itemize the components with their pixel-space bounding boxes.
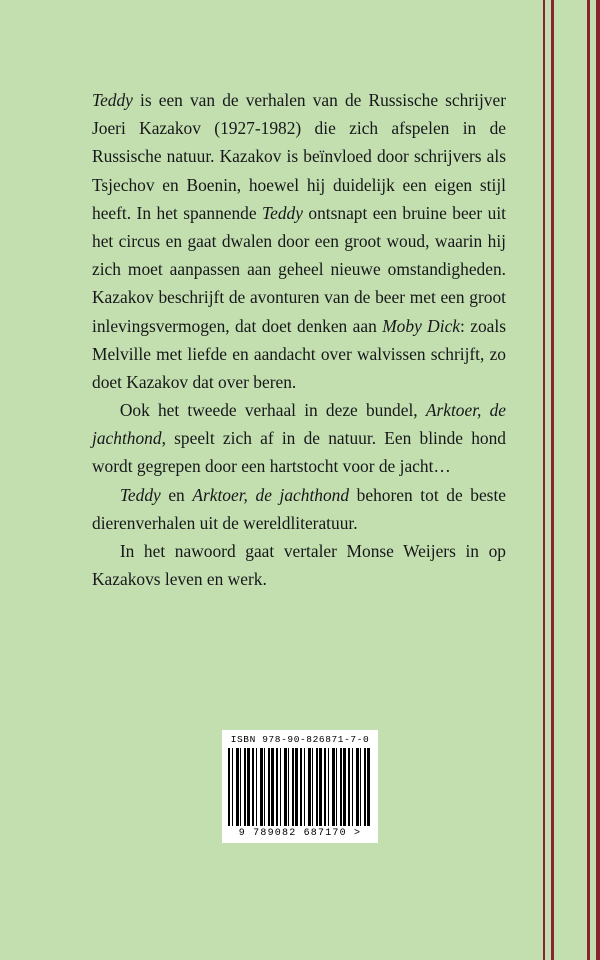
spine-rule-1	[543, 0, 545, 960]
blurb-paragraph-3: Teddy en Arktoer, de jachthond behoren tot de beste dierenverhalen uit de wereldliteratuur.	[92, 484, 506, 533]
blurb-paragraph-1: Teddy is een van de verhalen van de Russische schrijver Joeri Kazakov (1927-1982) die zich afspelen in de Russische natuur. Kazakov is beïnvloed door schrijvers als Tsjechov en Boenin, hoewel hij duidelijk een eigen stijl heeft. In het spannende Teddy ontsnapt een bruine beer uit het circus en gaat dwalen door een groot woud, waarin hij zich moet aanpassen aan geheel nieuwe omstandigheden. Kazakov beschrijft de avonturen van de beer met een groot inlevingsvermogen, dat doet denken aan Moby Dick: zoals Melville met liefde en aandacht over walvissen schrijft, zo doet Kazakov dat over beren.	[92, 90, 506, 392]
barcode-digits: 9 789082 687170 >	[238, 828, 362, 839]
barcode-bars	[228, 748, 372, 826]
blurb-paragraph-2: Ook het tweede verhaal in deze bundel, Arktoer, de jachthond, speelt zich af in de natuur. Een blinde hond wordt gegrepen door een hartstocht voor de jacht…	[92, 400, 506, 477]
isbn-label: ISBN 978-90-826871-7-0	[230, 734, 370, 745]
blurb-paragraph-4: In het nawoord gaat vertaler Monse Weijers in op Kazakovs leven en werk.	[92, 541, 506, 590]
spine-rule-3	[587, 0, 590, 960]
spine-panel	[544, 0, 600, 960]
blurb-text	[92, 86, 506, 593]
spine-rule-2	[551, 0, 554, 960]
barcode-block	[222, 730, 378, 843]
spine-rule-4	[596, 0, 600, 960]
